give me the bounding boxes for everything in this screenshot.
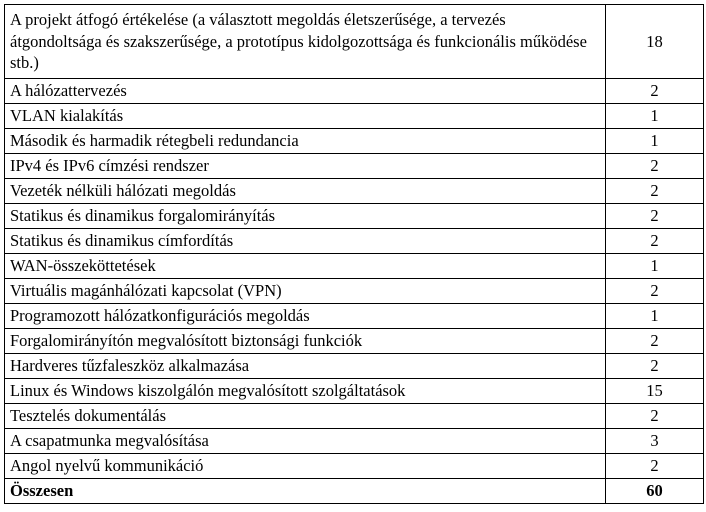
criterion-cell: Vezeték nélküli hálózati megoldás — [5, 179, 606, 204]
points-cell: 2 — [606, 179, 704, 204]
criterion-cell: WAN-összeköttetések — [5, 254, 606, 279]
table-row — [5, 179, 704, 204]
table-row — [5, 404, 704, 429]
points-cell: 1 — [606, 304, 704, 329]
points-cell: 3 — [606, 429, 704, 454]
criterion-cell: A projekt átfogó értékelése (a választott megoldás életszerűsége, a tervezés átgondoltsága és szakszerűsége, a prototípus kidolgozottsága és funkcionális működése stb.) — [5, 5, 606, 79]
table-row — [5, 104, 704, 129]
total-points: 60 — [606, 479, 704, 504]
points-cell: 2 — [606, 229, 704, 254]
table-row — [5, 129, 704, 154]
scoring-table — [4, 4, 704, 504]
criterion-cell: Statikus és dinamikus címfordítás — [5, 229, 606, 254]
points-cell: 2 — [606, 204, 704, 229]
points-cell: 2 — [606, 404, 704, 429]
total-label: Összesen — [5, 479, 606, 504]
table-row — [5, 254, 704, 279]
points-cell: 2 — [606, 354, 704, 379]
points-cell: 18 — [606, 5, 704, 79]
points-cell: 1 — [606, 104, 704, 129]
table-row — [5, 354, 704, 379]
criterion-cell: Második és harmadik rétegbeli redundancia — [5, 129, 606, 154]
table-row — [5, 154, 704, 179]
table-row — [5, 5, 704, 79]
total-row — [5, 479, 704, 504]
criterion-cell: Virtuális magánhálózati kapcsolat (VPN) — [5, 279, 606, 304]
points-cell: 1 — [606, 254, 704, 279]
table-row — [5, 429, 704, 454]
criterion-cell: IPv4 és IPv6 címzési rendszer — [5, 154, 606, 179]
points-cell: 2 — [606, 154, 704, 179]
criterion-cell: A csapatmunka megvalósítása — [5, 429, 606, 454]
table-row — [5, 329, 704, 354]
points-cell: 2 — [606, 454, 704, 479]
criterion-cell: Hardveres tűzfaleszköz alkalmazása — [5, 354, 606, 379]
table-row — [5, 279, 704, 304]
criterion-cell: Linux és Windows kiszolgálón megvalósított szolgáltatások — [5, 379, 606, 404]
points-cell: 15 — [606, 379, 704, 404]
table-row — [5, 204, 704, 229]
table-row — [5, 379, 704, 404]
points-cell: 2 — [606, 329, 704, 354]
criterion-cell: A hálózattervezés — [5, 79, 606, 104]
criterion-cell: Programozott hálózatkonfigurációs megoldás — [5, 304, 606, 329]
table-row — [5, 304, 704, 329]
criterion-cell: Statikus és dinamikus forgalomirányítás — [5, 204, 606, 229]
points-cell: 1 — [606, 129, 704, 154]
criterion-cell: Tesztelés dokumentálás — [5, 404, 606, 429]
table-row — [5, 79, 704, 104]
criterion-cell: Forgalomirányítón megvalósított biztonsági funkciók — [5, 329, 606, 354]
criterion-cell: Angol nyelvű kommunikáció — [5, 454, 606, 479]
points-cell: 2 — [606, 79, 704, 104]
table-row — [5, 229, 704, 254]
points-cell: 2 — [606, 279, 704, 304]
criterion-cell: VLAN kialakítás — [5, 104, 606, 129]
table-row — [5, 454, 704, 479]
